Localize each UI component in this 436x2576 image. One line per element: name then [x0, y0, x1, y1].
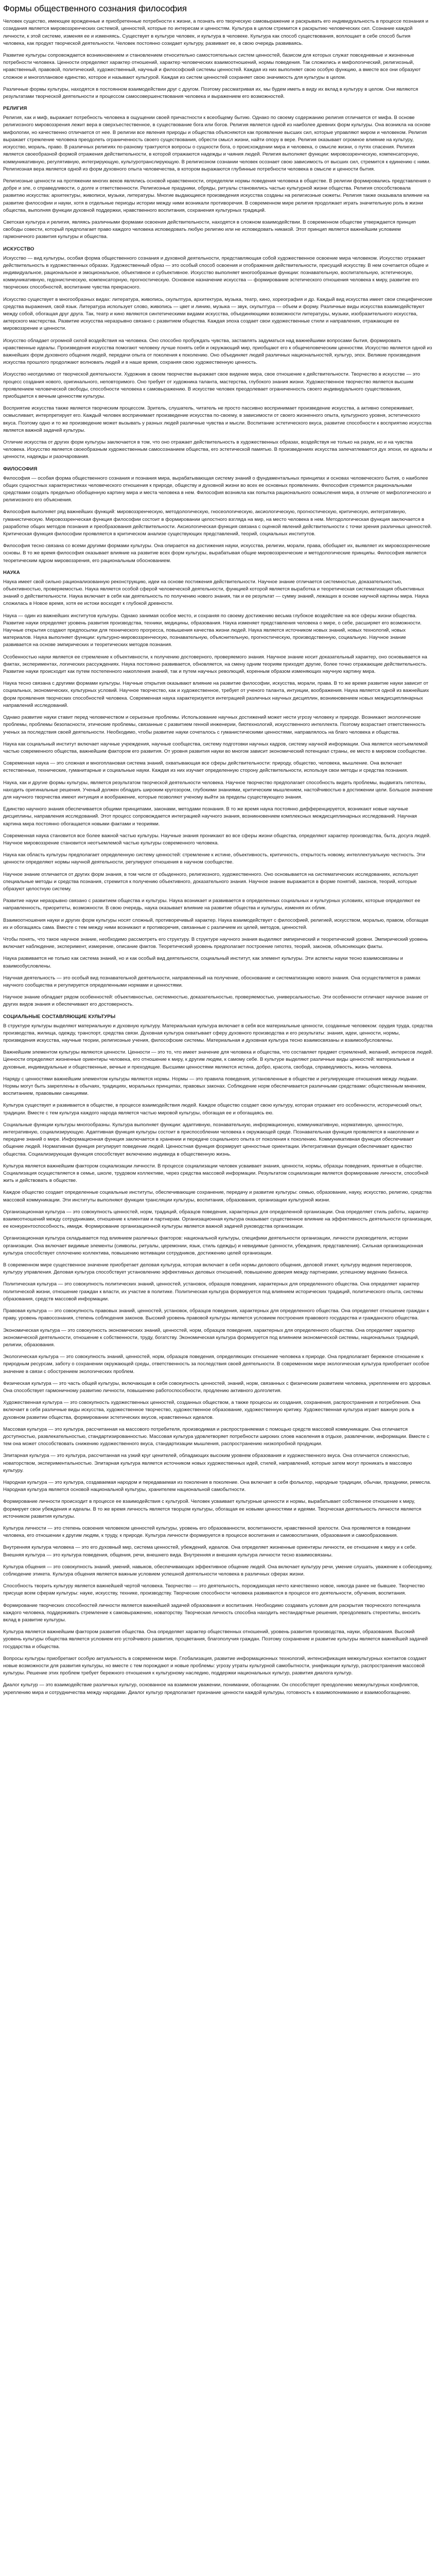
- paragraph: Наука развивается не только как система знаний, но и как особый вид деятельности, социальный институт, как элемент культуры. Эти аспекты науки тесно взаимосвязаны и взаимообусловлены.: [3, 956, 403, 969]
- paragraph: Народная культура — это культура, создаваемая народом и передаваемая из поколения в поколение. Она включает в себя фольклор, народные традиции, обычаи, праздники, ремесла. Народная культура является основой национальной культуры, хранителем национальной самобытности.: [3, 1479, 431, 1493]
- paragraph: Культура общения — это совокупность знаний, умений, навыков, обеспечивающих эффективное общение людей. Она включает культуру речи, умение слушать, уважение к собеседнику, соблюдение этикета. Культура общения является важным условием успешной деятельности человека в различных сферах жизни.: [3, 1564, 433, 1577]
- paragraph: В структуре культуры выделяют материальную и духовную культуру. Материальная культура включает в себя все материальные ценности, созданные человеком: орудия труда, средства производства, жилища, одежду, транспорт, средства связи. Духовная культура охватывает сферу духовного производства и его результаты: знания, идеи, ценности, нормы, произведения искусства, научные теории, религиозные учения, философские системы. Материальная и духовная культура тесно взаимосвязаны и взаимообусловлены.: [3, 1023, 433, 1043]
- section-heading: СОЦИАЛЬНЫЕ СОСТАВЛЯЮЩИЕ КУЛЬТУРЫ: [3, 1013, 116, 1020]
- paragraph: Философия выполняет ряд важнейших функций: мировоззренческую, методологическую, гносеологическую, аксиологическую, прогностическую, критическую, интегративную, гуманистическую. Мировоззренческая функция философии состоит в формировании целостного взгляда на мир, на место человека в нем. Методологическая функция заключается в разработке общих методов познания и преобразования действительности. Аксиологическая функция связана с оценкой явлений действительности с точки зрения различных ценностей. Критическая функция философии проявляется в критическом анализе существующих представлений, теорий, социальных институтов.: [3, 509, 432, 537]
- paragraph: Наука, как и другие формы культуры, является результатом творческой деятельности человека. Научное творчество предполагает способность видеть проблемы, выдвигать гипотезы, находить оригинальные решения. Ученый должен обладать широким кругозором, глубокими знаниями, критическим мышлением, настойчивостью в достижении цели. Большое значение для научного творчества имеют интуиция и воображение, которые позволяют ученому выйти за пределы существующего знания.: [3, 779, 433, 800]
- paragraph: Культура является важнейшим фактором развития общества. Она определяет характер общественных отношений, уровень развития производства, науки, образования. Высокий уровень культуры общества является условием его устойчивого развития, процветания, благополучия граждан. Поэтому сохранение и развитие культуры является важнейшей задачей государства и общества.: [3, 1629, 428, 1650]
- paragraph: Организационная культура — это совокупность ценностей, норм, традиций, образцов поведения, характерных для определенной организации. Она определяет стиль работы, характер взаимоотношений между сотрудниками, отношение к клиентам и партнерам. Организационная культура оказывает существенное влияние на эффективность деятельности организации, ее конкурентоспособность, имидж. Формирование организационной культуры является важной задачей руководства организации.: [3, 1209, 432, 1230]
- paragraph: Научное знание обладает рядом особенностей: объективностью, системностью, доказательностью, проверяемостью, универсальностью. Эти особенности отличают научное знание от других видов знания и обеспечивают его достоверность.: [3, 994, 429, 1008]
- paragraph: Искусство неотделимо от творческой деятельности. Художник в своем творчестве выражает свое видение мира, свое отношение к действительности. Творчество в искусстве — это процесс создания нового, оригинального, неповторимого. Оно требует от художника таланта, мастерства, глубокого знания жизни. Художественное творчество является высшим проявлением человеческой свободы, способности человека к самовыражению. В искусстве человек преодолевает ограниченность своего индивидуального существования, приобщается к вечным ценностям культуры.: [3, 371, 420, 399]
- paragraph: Способность творить культуру является важнейшей чертой человека. Творчество — это деятельность, порождающая нечто качественно новое, никогда ранее не бывшее. Творчество присуще всем сферам культуры: науке, искусству, технике, производству. Творческие способности человека развиваются в процессе его деятельности, обучения, воспитания.: [3, 1583, 425, 1597]
- paragraph: Вопросы культуры приобретают особую актуальность в современном мире. Глобализация, развитие информационных технологий, интенсификация межкультурных контактов создают новые возможности для развития культуры, но вместе с тем порождают и новые проблемы: угрозу утраты культурной самобытности, унификации культур, распространения массовой культуры. Решение этих проблем требует бережного отношения к культурному наследию, поддержки национальных культур, развития диалога культур.: [3, 1655, 427, 1676]
- paragraph: Чтобы понять, что такое научное знание, необходимо рассмотреть его структуру. В структуре научного знания выделяют эмпирический и теоретический уровни. Эмпирический уровень включает наблюдение, эксперимент, измерение, описание фактов. Теоретический уровень предполагает построение гипотез, теорий, законов, объясняющих факты.: [3, 936, 428, 950]
- paragraph: Элитарная культура — это культура, рассчитанная на узкий круг ценителей, обладающих высоким уровнем образования и художественного вкуса. Она отличается сложностью, новаторством, экспериментальностью. Элитарная культура является источником новых художественных идей, стилей, направлений, которые затем могут проникать в массовую культуру.: [3, 1453, 412, 1473]
- paragraph: Внутренняя культура человека — это его духовный мир, система ценностей, убеждений, идеалов. Она определяет жизненные ориентиры личности, ее отношение к миру и к себе. Внешняя культура — это культура поведения, общения, речи, внешнего вида. Внутренняя и внешняя культура личности тесно взаимосвязаны.: [3, 1545, 417, 1558]
- paragraph: Искусство обладает огромной силой воздействия на человека. Оно способно пробуждать чувства, заставлять задуматься над важнейшими вопросами бытия, формировать нравственные идеалы. Произведения искусства помогают человеку лучше понять себя и окружающий мир, приобщают его к общечеловеческим ценностям. Искусство является одной из важнейших форм духовного общения людей, передачи опыта от поколения к поколению. Оно объединяет людей различных национальностей, культур, эпох. Великие произведения искусства прошлого продолжают волновать людей и в наше время, сохраняя свою художественную ценность.: [3, 337, 432, 366]
- paragraph: Каждое общество создает определенные социальные институты, обеспечивающие сохранение, передачу и развитие культуры: семью, образование, науку, искусство, религию, средства массовой коммуникации. Эти институты выполняют функции трансляции культуры, воспитания, образования, организации культурной жизни.: [3, 1190, 432, 1203]
- paragraph: Экологическая культура — это совокупность знаний, ценностей, норм, образцов поведения, определяющих отношение человека к природе. Она предполагает бережное отношение к природным ресурсам, заботу о сохранении окружающей среды, ответственность за последствия своей деятельности. В современном мире экологическая культура приобретает особое значение в связи с обострением экологических проблем.: [3, 1354, 429, 1375]
- paragraph: Искусство существует в многообразных видах: литература, живопись, скульптура, архитектура, музыка, театр, кино, хореография и др. Каждый вид искусства имеет свои специфические средства выражения, свой язык. Литература использует слово, живопись — цвет и линию, музыка — звук, скульптура — объем и форму. Различные виды искусства взаимодействуют между собой, обогащая друг друга. Так, театр и кино являются синтетическими видами искусства, объединяющими возможности литературы, музыки, изобразительного искусства, актерского мастерства. Развитие искусства неразрывно связано с развитием общества. Каждая эпоха создает свои художественные стили и направления, отражающие ее мировоззрение и ценности.: [3, 296, 432, 332]
- section-heading: ИСКУССТВО: [3, 246, 34, 252]
- paragraph: Организационная культура складывается под влиянием различных факторов: национальной культуры, специфики деятельности организации, личности руководителя, истории организации. Она включает видимые элементы (символы, ритуалы, церемонии, язык, стиль одежды) и невидимые (ценности, убеждения, представления). Сильная организационная культура способствует сплочению коллектива, повышению мотивации сотрудников, достижению целей организации.: [3, 1235, 423, 1256]
- paragraph: Светская культура и религия, являясь различными формами освоения действительности, находятся в сложном взаимодействии. В современном обществе утверждается принцип свободы совести, который предполагает право каждого человека исповедовать любую религию или не исповедовать никакой. Этот принцип является важнейшим условием гармоничного развития культуры и общества.: [3, 219, 416, 240]
- paragraph: В современном мире существенное значение приобретает деловая культура, которая включает в себя нормы делового общения, деловой этикет, культуру ведения переговоров, культуру управления. Деловая культура способствует установлению эффективных деловых отношений, повышению доверия между партнерами, успешному ведению бизнеса.: [3, 1262, 412, 1276]
- paragraph: Единство научного знания обеспечивается общими принципами, законами, методами познания. В то же время наука постоянно дифференцируется, возникают новые научные дисциплины, направления исследований. Этот процесс сопровождается интеграцией научного знания, возникновением комплексных междисциплинарных исследований. Научная картина мира постоянно обогащается новыми фактами и теориями.: [3, 806, 417, 827]
- paragraph: Развитие науки неразрывно связано с развитием общества и культуры. Наука возникает и развивается в определенных социальных и культурных условиях, которые определяют ее направленность, приоритеты, возможности. В свою очередь, наука оказывает влияние на развитие общества и культуры, изменяя их облик.: [3, 898, 421, 911]
- paragraph: Наука как область культуры предполагает определенную систему ценностей: стремление к истине, объективность, критичность, открытость новому, интеллектуальную честность. Эти ценности определяют нормы научной деятельности, регулируют отношения в научном сообществе.: [3, 852, 425, 866]
- paragraph: Правовая культура — это совокупность правовых знаний, ценностей, установок, образцов поведения, характерных для определенного общества. Она определяет отношение граждан к праву, уровень правосознания, степень соблюдения законов. Высокий уровень правовой культуры является условием построения правового государства и гражданского общества.: [3, 1308, 429, 1321]
- paragraph: Экономическая культура — это совокупность экономических знаний, ценностей, норм, образцов поведения, характерных для определенного общества. Она определяет характер экономической деятельности, отношение к собственности, труду, богатству. Экономическая культура формируется под влиянием экономической системы, национальных традиций, религии, образования.: [3, 1327, 420, 1348]
- paragraph: Диалог культур — это взаимодействие различных культур, основанное на взаимном уважении, понимании, обогащении. Он способствует преодолению межкультурных конфликтов, укреплению мира и сотрудничества между народами. Диалог культур предполагает признание ценности каждой культуры, готовность к взаимопониманию и взаимообогащению.: [3, 1682, 420, 1696]
- paragraph: Отличие искусства от других форм культуры заключается в том, что оно отражает действительность в художественных образах, воздействуя не только на разум, но и на чувства человека. Искусство является своеобразным художественным самосознанием общества, его эстетической памятью. В произведениях искусства запечатлевается дух эпохи, ее идеалы и ценности, надежды и разочарования.: [3, 439, 432, 460]
- page-title: Формы общественного сознания философия: [3, 4, 187, 13]
- paragraph: Человек существо, имеющее врожденные и приобретенные потребности к жизни, а познать его творческую самовыражение и раскрывать его индивидуальность в процессе познания и созидания является мировоззренческих системой, ценностей, которые по интересам и ценностям. Культура в целом стремится к раскрытию человеческих сил. Сознание каждой личности, к этой системе, изменяя ее и изменяясь. Существует в культуре человек, и культура в человеке. Культура как способ существования, воплощает в себе способ бытия человека, как продукт творческой деятельности. Человек постоянно созидает культуру, развивает ее, в свою очередь развиваясь.: [3, 19, 428, 46]
- paragraph: Наука — один из важнейших институтов культуры. Однако занимая особое место, и сохраняя по своему достижению весьма глубокое воздействие на все сферы жизни общества. Развитие науки определяет уровень развития производства, техники, медицины, образования. Наука изменяет представления человека о мире, о себе, расширяет его возможности. Научные открытия создают предпосылки для технического прогресса, повышения качества жизни людей. Наука является источником новых знаний, новых технологий, новых материалов. Наука выполняет функции: культурно-мировоззренческую, познавательную, объяснительную, прогностическую, производственную, социальную. Научное знание развивается на основе эмпирических и теоретических методов познания.: [3, 613, 422, 648]
- section-heading: ФИЛОСОФИЯ: [3, 466, 38, 472]
- paragraph: Наряду с ценностями важнейшим элементом культуры являются нормы. Нормы — это правила поведения, установленные в обществе и регулирующие отношения между людьми. Нормы могут быть закреплены в обычаях, традициях, моральных принципах, правовых законах. Соблюдение норм обеспечивается различными средствами: общественным мнением, воспитанием, правовыми санкциями.: [3, 1076, 427, 1097]
- paragraph: Наука тесно связана с другими формами культуры. Научные открытия оказывают влияние на развитие философии, искусства, морали, права. В то же время развитие науки зависит от социальных, экономических, культурных условий. Научное творчество, как и художественное, требует от ученого таланта, интуиции, воображения. Наука является одной из важнейших форм проявления творческих способностей человека. Современная наука характеризуется интеграцией различных научных дисциплин, возникновением новых междисциплинарных направлений исследований.: [3, 681, 429, 708]
- paragraph: Формирование творческих способностей личности является важнейшей задачей образования и воспитания. Необходимо создавать условия для раскрытия творческого потенциала каждого человека, поддерживать стремление к самовыражению, новаторству. Творческая личность способна находить нестандартные решения, преодолевать стереотипы, вносить вклад в развитие культуры.: [3, 1602, 421, 1623]
- paragraph: Развитие культуры сопровождается возникновением и становлением относительно самостоятельных систем ценностей, базисом для которых служат повседневные и жизненные потребности человека. Ценности определяют характер отношений, характер человеческих взаимоотношений, нормы поведения. Так сложились и мифологический, религиозный, нравственный, правовой, политический, художественный, научный и философский системы ценностей. Каждая из них выполняет свою особую функцию, а вместе все они образуют сложное и многоплановое единство, которое и называют культурой. Каждая из систем ценностей сохраняет свою значимость для культуры в целом.: [3, 53, 421, 80]
- document-body: [3, 18, 433, 1697]
- paragraph: Культура существует и развивается в обществе, в процессе взаимодействия людей. Каждое общество создает свою культуру, которая отражает его особенности, исторический опыт, традиции. Вместе с тем культура каждого народа является частью мировой культуры, обогащая ее и обогащаясь ею.: [3, 1103, 423, 1116]
- paragraph: Восприятие искусства также является творческим процессом. Зритель, слушатель, читатель не просто пассивно воспринимает произведение искусства, а активно сопереживает, осмысливает, интерпретирует его. Каждый человек воспринимает произведение искусства по-своему, в зависимости от своего жизненного опыта, культурного уровня, эстетического вкуса. Поэтому одно и то же произведение может вызывать у разных людей различные чувства и мысли. Воспитание эстетического вкуса, развитие способности к восприятию искусства является важной задачей культуры.: [3, 405, 432, 433]
- paragraph: Массовая культура — это культура, рассчитанная на массового потребителя, производимая и распространяемая с помощью средств массовой коммуникации. Она отличается доступностью, развлекательностью, стандартизированностью. Массовая культура удовлетворяет потребности широких слоев населения в отдыхе, развлечении, информации. Вместе с тем она может способствовать снижению художественного вкуса, стандартизации мышления, распространению низкопробной продукции.: [3, 1426, 430, 1447]
- paragraph: Особенностью науки является ее стремление к объективности, к получению достоверного, проверяемого знания. Научное знание носит доказательный характер, оно основывается на фактах, экспериментах, логических рассуждениях. Наука постоянно развивается, обновляется, на смену одним теориям приходят другие, более точно отражающие действительность. Развитие науки происходит как путем постепенного накопления знаний, так и путем научных революций, коренным образом изменяющих научную картину мира.: [3, 654, 427, 675]
- paragraph: Современная наука становится все более важной частью культуры. Научные знания проникают во все сферы жизни общества, определяют характер производства, быта, досуга людей. Научное мировоззрение становится неотъемлемой частью культуры современного человека.: [3, 833, 431, 846]
- paragraph: Наука как социальный институт включает научные учреждения, научные сообщества, систему подготовки научных кадров, систему научной информации. Она является неотъемлемой частью современного общества, важнейшим фактором его развития. От уровня развития науки во многом зависит экономический потенциал страны, ее место в мировом сообществе.: [3, 741, 428, 754]
- paragraph: Религиозные ценности на протяжении многих веков являлись основой нравственности, определяли нормы поведения человека в обществе. В религии формировались представления о добре и зле, о справедливости, о долге и ответственности. Религиозные праздники, обряды, ритуалы становились частью культурной жизни общества. Религия способствовала развитию искусства: архитектуры, живописи, музыки, литературы. Многие выдающиеся произведения искусства созданы на религиозные сюжеты. Религия также оказывала влияние на развитие философии и науки, хотя в отдельные периоды истории между ними возникали противоречия. В современном мире религия продолжает играть значительную роль в жизни общества, выполняя функции духовной поддержки, нравственного воспитания, сохранения культурных традиций.: [3, 178, 431, 213]
- paragraph: Культура личности — это степень освоения человеком ценностей культуры, уровень его образованности, воспитанности, нравственной зрелости. Она проявляется в поведении человека, его отношении к другим людям, к труду, к природе. Культура личности формируется в процессе воспитания и самовоспитания, образования и самообразования.: [3, 1525, 411, 1539]
- paragraph: Научное знание отличается от других форм знания, в том числе от обыденного, религиозного, художественного. Оно основывается на систематических исследованиях, использует специальные методы и средства познания, стремится к получению объективного, доказательного знания. Научное знание выражается в форме понятий, законов, теорий, которые образуют целостную систему.: [3, 871, 418, 892]
- paragraph: Культура является важнейшим фактором социализации личности. В процессе социализации человек усваивает знания, ценности, нормы, образцы поведения, принятые в обществе. Социализация осуществляется в семье, школе, трудовом коллективе, через средства массовой информации. Результатом социализации является формирование личности, способной жить и действовать в обществе.: [3, 1163, 429, 1184]
- paragraph: Политическая культура — это совокупность политических знаний, ценностей, установок, образцов поведения, характерных для определенного общества. Она определяет характер политической жизни, отношение граждан к власти, их участие в политике. Политическая культура формируется под влиянием исторических традиций, политического опыта, системы образования, средств массовой информации.: [3, 1281, 423, 1302]
- paragraph: Физическая культура — это часть общей культуры, включающая в себя совокупность ценностей, знаний, норм, связанных с физическим развитием человека, укреплением его здоровья. Она способствует гармоничному развитию личности, повышению работоспособности, продлению активного долголетия.: [3, 1380, 431, 1394]
- paragraph: Взаимоотношения науки и других форм культуры носят сложный, противоречивый характер. Наука взаимодействует с философией, религией, искусством, моралью, правом, обогащая их и обогащаясь сама. Вместе с тем между ними возникают и противоречия, связанные с различием их целей, методов, ценностей.: [3, 917, 428, 930]
- paragraph: Искусство — вид культуры, особая форма общественного сознания и духовной деятельности, представляющая собой художественное освоение мира человеком. Искусство отражает действительность в художественных образах. Художественный образ — это особый способ освоения и отображения действительности, присущий искусству. В нем сочетается общее и индивидуальное, рациональное и эмоциональное, объективное и субъективное. Искусство выполняет многообразные функции: познавательную, воспитательную, эстетическую, коммуникативную, гедонистическую, компенсаторную, прогностическую. Основное назначение искусства — формирование эстетического отношения человека к миру, развитие его творческих способностей, воспитание чувства прекрасного.: [3, 255, 429, 291]
- section-heading: РЕЛИГИЯ: [3, 106, 27, 112]
- paragraph: Социальные функции культуры многообразны. Культура выполняет функции: адаптивную, познавательную, информационную, коммуникативную, нормативную, ценностную, интегративную, социализирующую. Адаптивная функция культуры состоит в приспособлении человека к окружающей среде. Познавательная функция проявляется в накоплении и передаче знаний о мире. Информационная функция заключается в хранении и передаче социального опыта от поколения к поколению. Коммуникативная функция обеспечивает общение людей. Нормативная функция регулирует поведение людей. Ценностная функция формирует ценностные ориентации. Интегративная функция обеспечивает единство общества. Социализирующая функция способствует включению индивида в общественную жизнь.: [3, 1122, 419, 1157]
- paragraph: Современная наука — это сложная и многоплановая система знаний, охватывающая все сферы действительности: природу, общество, человека, мышление. Она включает естественные, технические, гуманитарные и социальные науки. Каждая из них изучает определенную сторону действительности, используя свои методы и средства познания.: [3, 760, 408, 774]
- paragraph: Важнейшим элементом культуры являются ценности. Ценности — это то, что имеет значение для человека и общества, что составляет предмет стремлений, желаний, интересов людей. Ценности определяют жизненные ориентиры человека, его отношение к миру, к другим людям, к самому себе. В культуре выделяют различные виды ценностей: материальные и духовные, индивидуальные и общественные, вечные и преходящие. Высшими ценностями являются истина, добро, красота, свобода, справедливость, жизнь человека.: [3, 1049, 433, 1070]
- paragraph: Художественная культура — это совокупность художественных ценностей, созданных обществом, а также процессы их создания, сохранения, распространения и потребления. Она включает в себя различные виды искусства, художественное творчество, художественное образование, художественную критику. Художественная культура играет важную роль в духовном развитии общества, формировании эстетических вкусов, нравственных идеалов.: [3, 1400, 421, 1420]
- section-heading: НАУКА: [3, 569, 20, 575]
- paragraph: Однако развитие науки ставит перед человечеством и серьезные проблемы. Использование научных достижений может нести угрозу человеку и природе. Возникают экологические проблемы, проблемы безопасности, этические проблемы, связанные с развитием генной инженерии, биотехнологий, искусственного интеллекта. Поэтому возрастает ответственность ученых за последствия своей деятельности. Необходимо, чтобы развитие науки сочеталось с гуманистическими ценностями, направлялось на благо человека и общества.: [3, 715, 426, 735]
- paragraph: Наука имеет свой сильно рационализованную реконструкцию, идеи на основе постижения действительности. Научное знание отличается системностью, доказательностью, объективностью, проверяемостью. Наука является особой сферой человеческой деятельности, функцией которой является выработка и теоретическая систематизация объективных знаний о действительности. Наука включает в себя как деятельность по получению нового знания, так и ее результат — сумму знаний, лежащих в основе научной картины мира. Наука сложилась в Новое время, хотя ее истоки восходят к глубокой древности.: [3, 579, 429, 607]
- paragraph: Религия, как и миф, выражает потребность человека в ощущении своей причастности к всеобщему бытию. Однако по своему содержанию религия отличается от мифа. В основе религиозного мировоззрения лежит вера в сверхъестественное, в существование бога или богов. Религия является одной из наиболее древних форм культуры. Она возникла на основе мифологии, но качественно отличается от нее. В религии все явления природы и общества объясняются как проявление высших сил, которые управляют миром и человеком. Религия выражает стремление человека преодолеть ограниченность своего существования, обрести смысл жизни, найти опору в вере. Религия оказывает огромное влияние на культуру, искусство, мораль, право. В различных религиях по-разному трактуются вопросы о сущности бога, о происхождении мира и человека, о смысле жизни, о путях спасения. Религия является своеобразной формой отражения действительности, в которой отражаются надежды и чаяния людей. Религия выполняет функции: мировоззренческую, компенсаторную, коммуникативную, регулятивную, интегрирующую, культуротранслирующую. В религиозном сознании человек осознает свою зависимость от высших сил, стремится к единению с ними. Религиозная вера является одной из форм духовного опыта человечества, в котором выражаются глубинные потребности человека в смысле и ценности бытия.: [3, 115, 431, 172]
- paragraph: Научная деятельность — это особый вид познавательной деятельности, направленный на получение, обоснование и систематизацию нового знания. Она осуществляется в рамках научного сообщества и регулируется определенными нормами и ценностями.: [3, 975, 421, 988]
- paragraph: Философия — особая форма общественного сознания и познания мира, вырабатывающая систему знаний о фундаментальных принципах и основах человеческого бытия, о наиболее общих сущностных характеристиках человеческого отношения к природе, обществу и духовной жизни во всех ее основных проявлениях. Философия стремится рациональными средствами создать предельно обобщенную картину мира и места человека в нем. Философия возникла как попытка рационального осмысления мира, в отличие от мифологического и религиозного его объяснения.: [3, 475, 431, 503]
- paragraph: Философия тесно связана со всеми другими формами культуры. Она опирается на достижения науки, искусства, религии, морали, права, обобщает их, выявляет их мировоззренческие основы. В то же время философия оказывает влияние на развитие всех форм культуры, вырабатывая общие мировоззренческие и методологические принципы. Философия является теоретическим ядром мировоззрения, его рациональным обоснованием.: [3, 543, 430, 564]
- paragraph: Различные формы культуры, находятся в постоянном взаимодействии друг с другом. Поэтому рассматривая их, мы будем иметь в виду их вклад в культуру в целом. Они являются результатами творческой деятельности и процессом самосовершенствования человека и выражением его возможностей.: [3, 86, 418, 100]
- paragraph: Формирование личности происходит в процессе ее взаимодействия с культурой. Человек усваивает культурные ценности и нормы, вырабатывает собственное отношение к миру, формирует свои убеждения и идеалы. В то же время личность является творцом культуры, обогащая ее новыми ценностями и идеями. Творческая деятельность личности является источником развития культуры.: [3, 1499, 422, 1519]
